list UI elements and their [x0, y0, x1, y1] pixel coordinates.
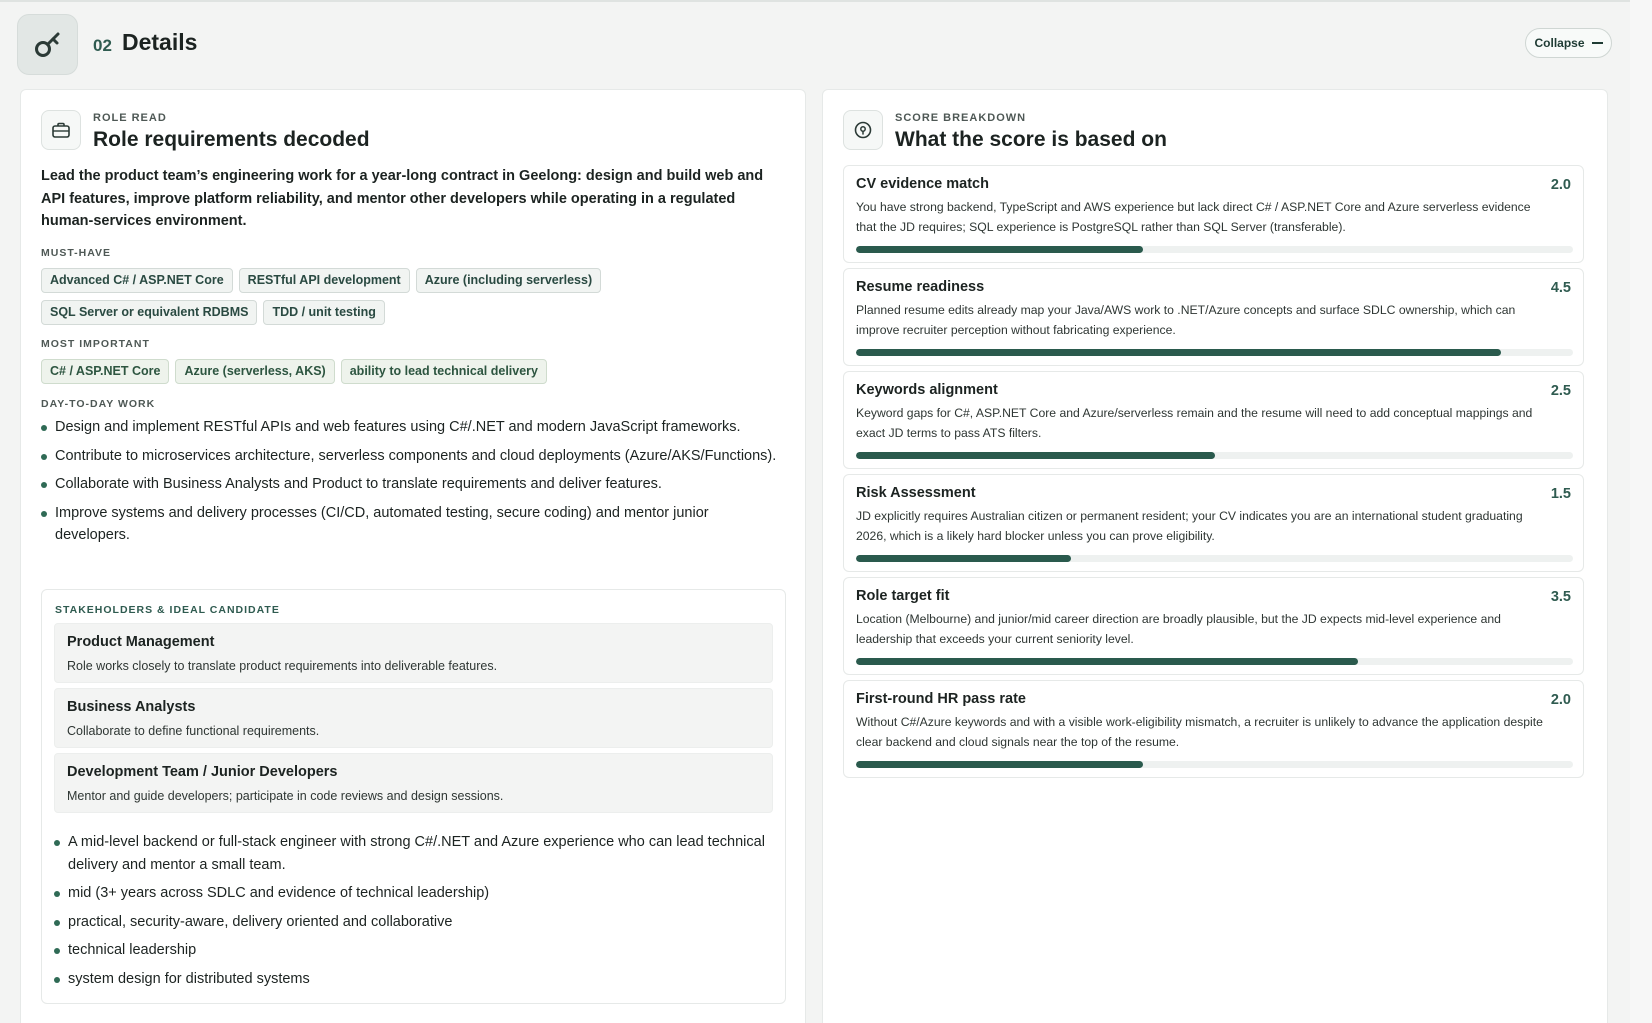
collapse-label: Collapse [1534, 36, 1585, 50]
section-title: Details [122, 29, 198, 55]
briefcase-icon [41, 110, 81, 150]
ideal-candidate-item: A mid-level backend or full-stack engineer with strong C#/.NET and Azure experience who can lead technical delivery and mentor a small team. [54, 831, 774, 876]
ideal-candidate-item: practical, security-aware, delivery oriented and collaborative [54, 911, 774, 934]
stakeholder-card [54, 753, 773, 813]
score-value: 2.0 [1550, 177, 1571, 193]
score-bar-track [856, 761, 1573, 768]
score-desc: You have strong backend, TypeScript and AWS experience but lack direct C# / ASP.NET Core and Azure serverless evidence that the JD requires; SQL experience is PostgreSQL rather than SQL Server (transferable). [856, 200, 1531, 234]
score-bar-track [856, 658, 1573, 665]
stakeholder-card [54, 688, 773, 748]
score-desc: Without C#/Azure keywords and with a visible work-eligibility mismatch, a recruiter is unlikely to advance the application despite clear backend and cloud signals near the top of the resume. [856, 715, 1543, 749]
stakeholder-desc: Collaborate to define functional requirements. [67, 724, 320, 738]
score-card [843, 268, 1584, 366]
score-desc: JD explicitly requires Australian citizen or permanent resident; your CV indicates you are an international student graduating 2026, which is a likely hard blocker unless you can prove eligibility. [856, 509, 1523, 543]
ideal-candidate-item: mid (3+ years across SDLC and evidence of technical leadership) [54, 882, 774, 905]
score-bar-track [856, 452, 1573, 459]
requirement-chip: Azure (serverless, AKS) [175, 359, 334, 384]
ideal-candidate-list [54, 831, 774, 996]
must-have-label: MUST-HAVE [41, 247, 112, 259]
stakeholder-name: Development Team / Junior Developers [67, 764, 338, 780]
score-value: 3.5 [1550, 589, 1571, 605]
score-value: 2.0 [1550, 692, 1571, 708]
score-panel [822, 89, 1608, 1023]
score-value: 2.5 [1550, 383, 1571, 399]
score-bar-fill [856, 452, 1215, 459]
stakeholder-name: Business Analysts [67, 699, 196, 715]
minus-icon [1592, 42, 1603, 44]
ideal-candidate-item: technical leadership [54, 939, 774, 962]
day-to-day-list [41, 416, 781, 553]
score-name: Risk Assessment [856, 485, 976, 501]
stakeholders-box [41, 589, 786, 1004]
score-card [843, 577, 1584, 675]
stakeholder-desc: Mentor and guide developers; participate in code reviews and design sessions. [67, 789, 504, 803]
day-to-day-item: Contribute to microservices architecture, serverless components and cloud deployments (Azure/AKS/Functions). [41, 445, 781, 468]
score-card [843, 680, 1584, 778]
score-title: What the score is based on [895, 128, 1167, 151]
target-pin-icon [843, 110, 883, 150]
details-header [0, 2, 1630, 84]
stakeholders-label: STAKEHOLDERS & IDEAL CANDIDATE [55, 604, 280, 616]
role-summary: Lead the product team’s engineering work for a year-long contract in Geelong: design and build web and API features, improve platform reliability, and mentor other developers while operating in a regulated human-services environment. [41, 168, 764, 229]
score-name: Resume readiness [856, 279, 985, 295]
score-bar-fill [856, 658, 1358, 665]
requirement-chip: SQL Server or equivalent RDBMS [41, 300, 257, 325]
score-name: CV evidence match [856, 176, 989, 192]
window-edge [1630, 0, 1652, 1023]
collapse-button[interactable] [1525, 28, 1612, 58]
stakeholder-name: Product Management [67, 634, 215, 650]
stakeholder-card [54, 623, 773, 683]
score-name: First-round HR pass rate [856, 691, 1026, 707]
day-to-day-item: Design and implement RESTful APIs and web features using C#/.NET and modern JavaScript frameworks. [41, 416, 781, 439]
day-to-day-item: Collaborate with Business Analysts and Product to translate requirements and deliver features. [41, 473, 781, 496]
day-to-day-label: DAY-TO-DAY WORK [41, 398, 156, 410]
day-to-day-item: Improve systems and delivery processes (CI/CD, automated testing, secure coding) and mentor junior developers. [41, 502, 781, 547]
score-bar-track [856, 246, 1573, 253]
stakeholder-desc: Role works closely to translate product requirements into deliverable features. [67, 659, 498, 673]
score-eyebrow: SCORE BREAKDOWN [895, 112, 1027, 124]
score-card [843, 474, 1584, 572]
score-name: Keywords alignment [856, 382, 998, 398]
requirement-chip: C# / ASP.NET Core [41, 359, 169, 384]
score-desc: Planned resume edits already map your Java/AWS work to .NET/Azure concepts and surface SDLC ownership, which can improve recruiter perception without fabricating experience. [856, 303, 1516, 337]
role-eyebrow: ROLE READ [93, 112, 167, 124]
most-important-chips [41, 359, 781, 384]
score-bar-fill [856, 349, 1501, 356]
score-desc: Keyword gaps for C#, ASP.NET Core and Azure/serverless remain and the resume will need to add conceptual mappings and exact JD terms to pass ATS filters. [856, 406, 1533, 440]
score-bar-track [856, 555, 1573, 562]
section-number: 02 [93, 36, 112, 55]
most-important-label: MOST IMPORTANT [41, 338, 150, 350]
must-have-chips [41, 268, 781, 325]
role-title: Role requirements decoded [93, 128, 370, 151]
score-card [843, 371, 1584, 469]
requirement-chip: Azure (including serverless) [416, 268, 601, 293]
score-bar-fill [856, 761, 1143, 768]
score-card [843, 165, 1584, 263]
requirement-chip: RESTful API development [239, 268, 410, 293]
requirement-chip: ability to lead technical delivery [341, 359, 547, 384]
role-panel [20, 89, 806, 1023]
requirement-chip: Advanced C# / ASP.NET Core [41, 268, 233, 293]
score-bar-track [856, 349, 1573, 356]
score-value: 1.5 [1550, 486, 1571, 502]
score-bar-fill [856, 555, 1071, 562]
score-value: 4.5 [1550, 280, 1571, 296]
score-bar-fill [856, 246, 1143, 253]
key-icon [17, 14, 78, 75]
requirement-chip: TDD / unit testing [263, 300, 384, 325]
ideal-candidate-item: system design for distributed systems [54, 968, 774, 991]
score-name: Role target fit [856, 588, 950, 604]
score-desc: Location (Melbourne) and junior/mid career direction are broadly plausible, but the JD expects mid-level experience and leadership that exceeds your current seniority level. [856, 612, 1501, 646]
